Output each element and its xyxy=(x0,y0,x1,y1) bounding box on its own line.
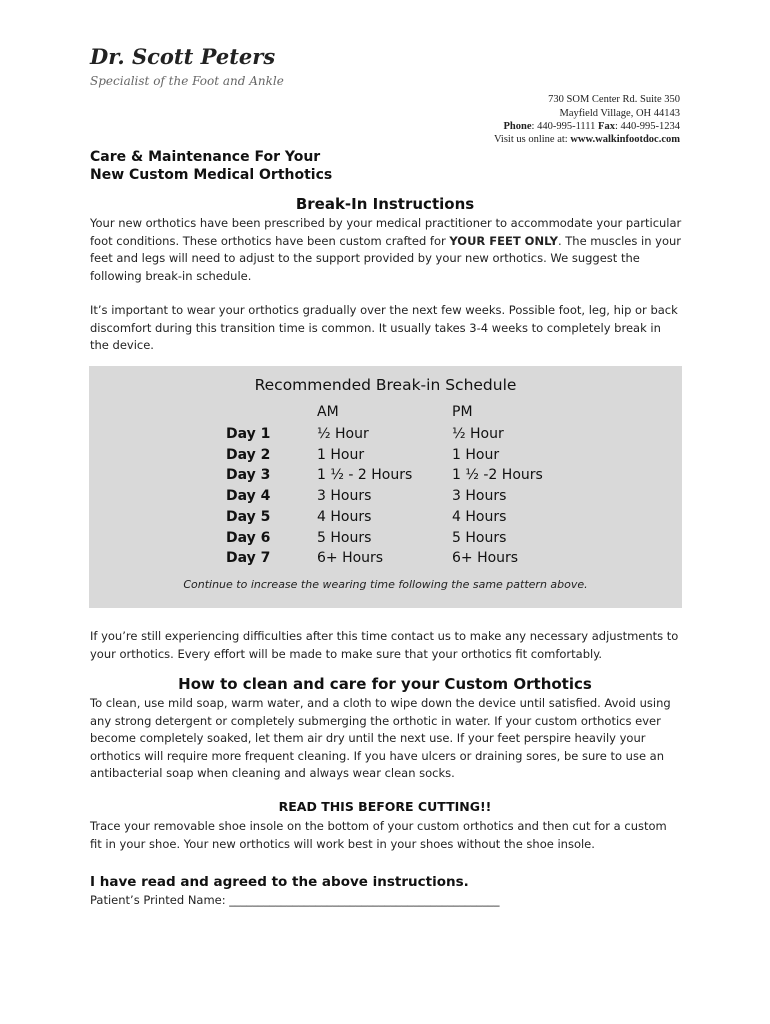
phone-fax-line xyxy=(504,121,680,132)
schedule-am-value: ½ Hour xyxy=(317,426,369,442)
difficulties-paragraph: If you’re still experiencing difficulties after this time contact us to make any necessary adjustments to your orthotics. Every effort will be made to make sure that your orthotics fit comfortably. xyxy=(90,629,679,661)
schedule-note: Continue to increase the wearing time following the same pattern above. xyxy=(183,578,588,591)
address-line-1: 730 SOM Center Rd. Suite 350 xyxy=(548,94,680,105)
website-line xyxy=(494,134,680,145)
schedule-am-value: 1 ½ - 2 Hours xyxy=(317,467,413,484)
schedule-title: Recommended Break-in Schedule xyxy=(254,376,517,394)
p1-emphasis: YOUR FEET ONLY xyxy=(449,233,558,248)
cleaning-paragraph: To clean, use mild soap, warm water, and a cloth to wipe down the device until satisfied. Avoid using any strong detergent or completely submerging the orthotic in water. If your custom orthotics ever become completely soaked, let them air dry until the next use. If your feet perspire heavily your orthotics will require more frequent cleaning. If you have ulcers or draining sores, be sure to use an antibacterial soap when cleaning and always wear clean socks. xyxy=(90,696,671,780)
printed-name-label: Patient’s Printed Name: xyxy=(90,893,230,907)
pm-column-header: PM xyxy=(452,404,473,420)
schedule-day-label: Day 1 xyxy=(226,426,271,442)
p1-text-end: . The muscles in your feet and legs will need to adjust to the support provided by your new orthotics. We suggest the following break-in schedule. xyxy=(90,233,682,283)
phone-number: : 440-995-1111 xyxy=(531,121,596,132)
break-in-heading: Break-In Instructions xyxy=(295,195,475,213)
am-column-header: AM xyxy=(317,404,339,420)
schedule-pm-value: 4 Hours xyxy=(452,508,507,525)
fax-number: : 440-995-1234 xyxy=(614,121,680,132)
visit-label: Visit us online at: xyxy=(493,134,571,145)
cleaning-heading: How to clean and care for your Custom Orthotics xyxy=(178,675,592,693)
title-line-1: Care & Maintenance For Your xyxy=(90,149,321,165)
cutting-heading: READ THIS BEFORE CUTTING!! xyxy=(278,799,492,814)
schedule-pm-value: 1 ½ -2 Hours xyxy=(452,467,543,484)
fax-label: Fax xyxy=(598,121,615,132)
schedule-day-label: Day 4 xyxy=(226,488,271,505)
schedule-day-label: Day 2 xyxy=(226,446,271,463)
schedule-am-value: 4 Hours xyxy=(317,508,372,525)
address-line-2: Mayfield Village, OH 44143 xyxy=(559,108,680,119)
schedule-pm-value: 6+ Hours xyxy=(452,550,519,567)
schedule-pm-value: 5 Hours xyxy=(452,529,507,546)
schedule-day-label: Day 5 xyxy=(226,508,271,525)
website-link[interactable]: www.walkinfootdoc.com xyxy=(570,134,680,145)
break-in-paragraph-1 xyxy=(90,215,682,285)
schedule-am-value: 6+ Hours xyxy=(317,550,384,567)
printed-name-line[interactable]: _______________________________________________ xyxy=(229,893,500,907)
schedule-am-value: 3 Hours xyxy=(317,488,372,505)
document-title xyxy=(90,148,332,184)
schedule-day-label: Day 3 xyxy=(226,467,271,484)
title-line-2: New Custom Medical Orthotics xyxy=(90,167,333,183)
cutting-paragraph: Trace your removable shoe insole on the bottom of your custom orthotics and then cut for a custom fit in your shoe. Your new orthotics will work best in your shoes without the shoe insole. xyxy=(90,819,667,851)
schedule-day-label: Day 6 xyxy=(226,529,271,546)
break-in-schedule-box xyxy=(89,366,682,608)
specialty-subtitle: Specialist of the Foot and Ankle xyxy=(90,74,284,88)
phone-label: Phone xyxy=(503,121,532,132)
doctor-name: Dr. Scott Peters xyxy=(90,44,276,69)
schedule-am-value: 5 Hours xyxy=(317,529,372,546)
schedule-am-value: 1 Hour xyxy=(317,446,365,463)
agreement-statement: I have read and agreed to the above instructions. xyxy=(90,874,469,890)
p1-text-start: Your new orthotics have been prescribed by your medical practitioner to accommodate your particular foot conditions. These orthotics have been custom crafted for xyxy=(90,216,682,248)
schedule-pm-value: ½ Hour xyxy=(452,426,504,442)
break-in-paragraph-2: It’s important to wear your orthotics gradually over the next few weeks. Possible foot, leg, hip or back discomfort during this transition time is common. It usually takes 3-4 weeks to completely break in the device. xyxy=(90,303,678,352)
schedule-pm-value: 1 Hour xyxy=(452,446,500,463)
printed-name-field[interactable] xyxy=(90,893,500,907)
schedule-pm-value: 3 Hours xyxy=(452,488,507,505)
schedule-day-label: Day 7 xyxy=(226,550,271,567)
